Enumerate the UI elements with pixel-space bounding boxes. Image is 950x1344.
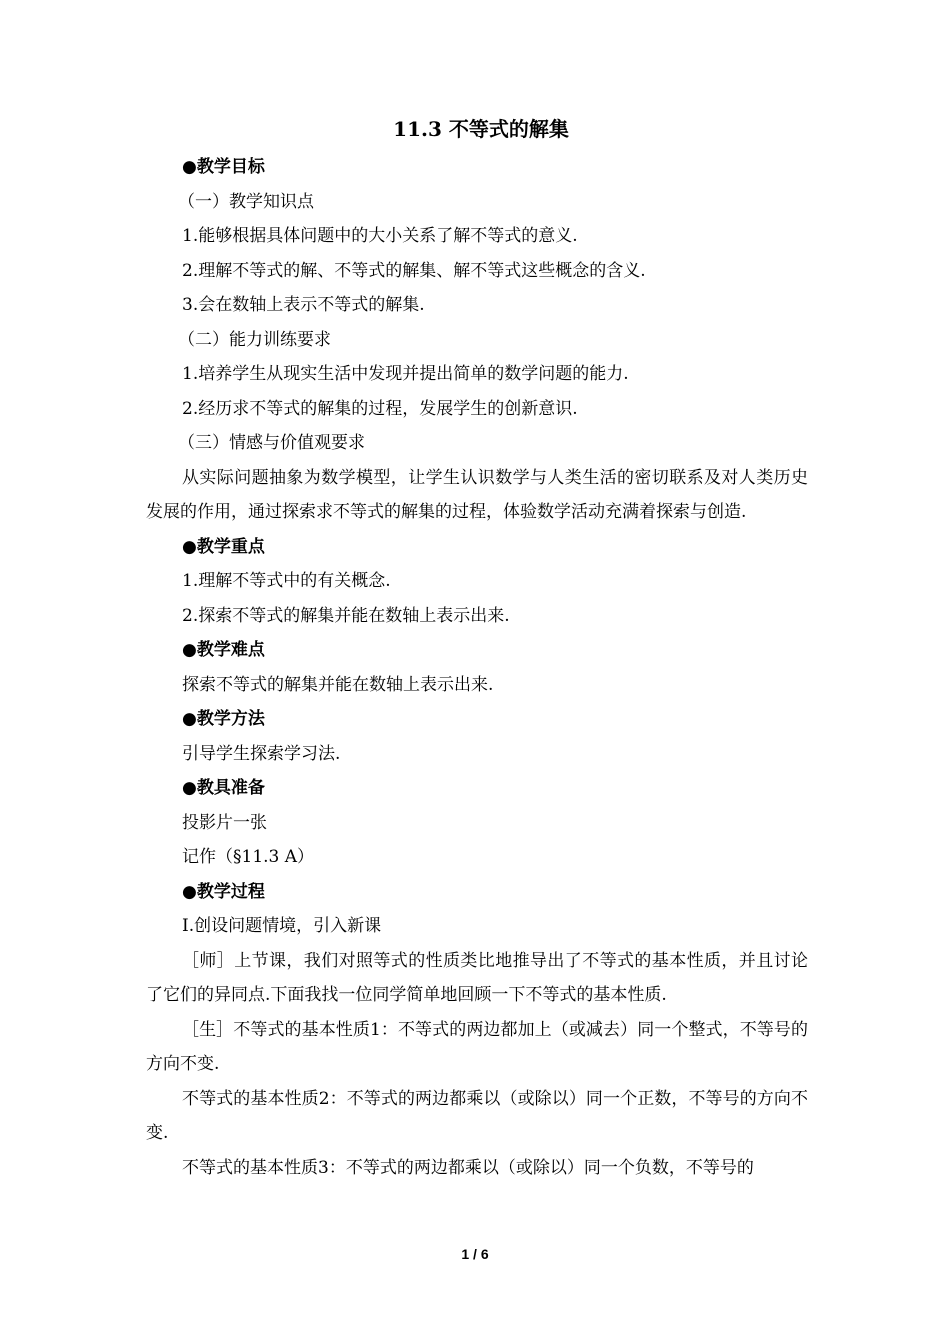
text-line: 2.探索不等式的解集并能在数轴上表示出来. bbox=[182, 605, 510, 626]
text-line: 探索不等式的解集并能在数轴上表示出来. bbox=[182, 674, 494, 695]
page-number: 1 / 6 bbox=[461, 1246, 489, 1262]
paragraph: ［生］不等式的基本性质1：不等式的两边都加上（或减去）同一个整式，不等号的方向不变. bbox=[146, 1019, 808, 1074]
text-line: 2.理解不等式的解、不等式的解集、解不等式这些概念的含义. bbox=[182, 260, 646, 281]
text-line: 1.理解不等式中的有关概念. bbox=[182, 571, 391, 591]
section-heading: ●教学过程 bbox=[182, 881, 265, 902]
document-blocks bbox=[146, 150, 808, 1185]
text-line: 记作（§11.3 A） bbox=[182, 847, 315, 867]
paragraph: 不等式的基本性质2：不等式的两边都乘以（或除以）同一个正数，不等号的方向不变. bbox=[146, 1088, 808, 1143]
document-title: 11.3 不等式的解集 bbox=[393, 117, 569, 141]
paragraph: 从实际问题抽象为数学模型，让学生认识数学与人类生活的密切联系及对人类历史发展的作用，通过探索求不等式的解集的过程，体验数学活动充满着探索与创造. bbox=[146, 467, 808, 522]
section-heading: ●教学重点 bbox=[182, 536, 265, 557]
subsection-heading: （三）情感与价值观要求 bbox=[178, 433, 365, 453]
text-line: 引导学生探索学习法. bbox=[182, 743, 341, 764]
section-heading: ●教学目标 bbox=[182, 157, 265, 177]
section-heading: ●教具准备 bbox=[182, 778, 265, 798]
text-line: 1.培养学生从现实生活中发现并提出简单的数学问题的能力. bbox=[182, 364, 629, 384]
text-line: 3.会在数轴上表示不等式的解集. bbox=[182, 295, 425, 315]
text-line: 2.经历求不等式的解集的过程，发展学生的创新意识. bbox=[182, 398, 578, 419]
subsection-heading: （二）能力训练要求 bbox=[178, 329, 331, 350]
text-line: 1.能够根据具体问题中的大小关系了解不等式的意义. bbox=[182, 226, 578, 246]
subsection-heading: （一）教学知识点 bbox=[178, 191, 314, 212]
section-heading: ●教学难点 bbox=[182, 640, 265, 660]
text-line: 投影片一张 bbox=[182, 812, 267, 833]
section-heading: ●教学方法 bbox=[182, 709, 265, 729]
paragraph: 不等式的基本性质3：不等式的两边都乘以（或除以）同一个负数，不等号的 bbox=[182, 1157, 754, 1178]
text-line: Ⅰ.创设问题情境，引入新课 bbox=[182, 916, 382, 936]
document-body bbox=[146, 112, 808, 1185]
paragraph: ［师］上节课，我们对照等式的性质类比地推导出了不等式的基本性质，并且讨论了它们的异同点.下面我找一位同学简单地回顾一下不等式的基本性质. bbox=[146, 950, 808, 1005]
